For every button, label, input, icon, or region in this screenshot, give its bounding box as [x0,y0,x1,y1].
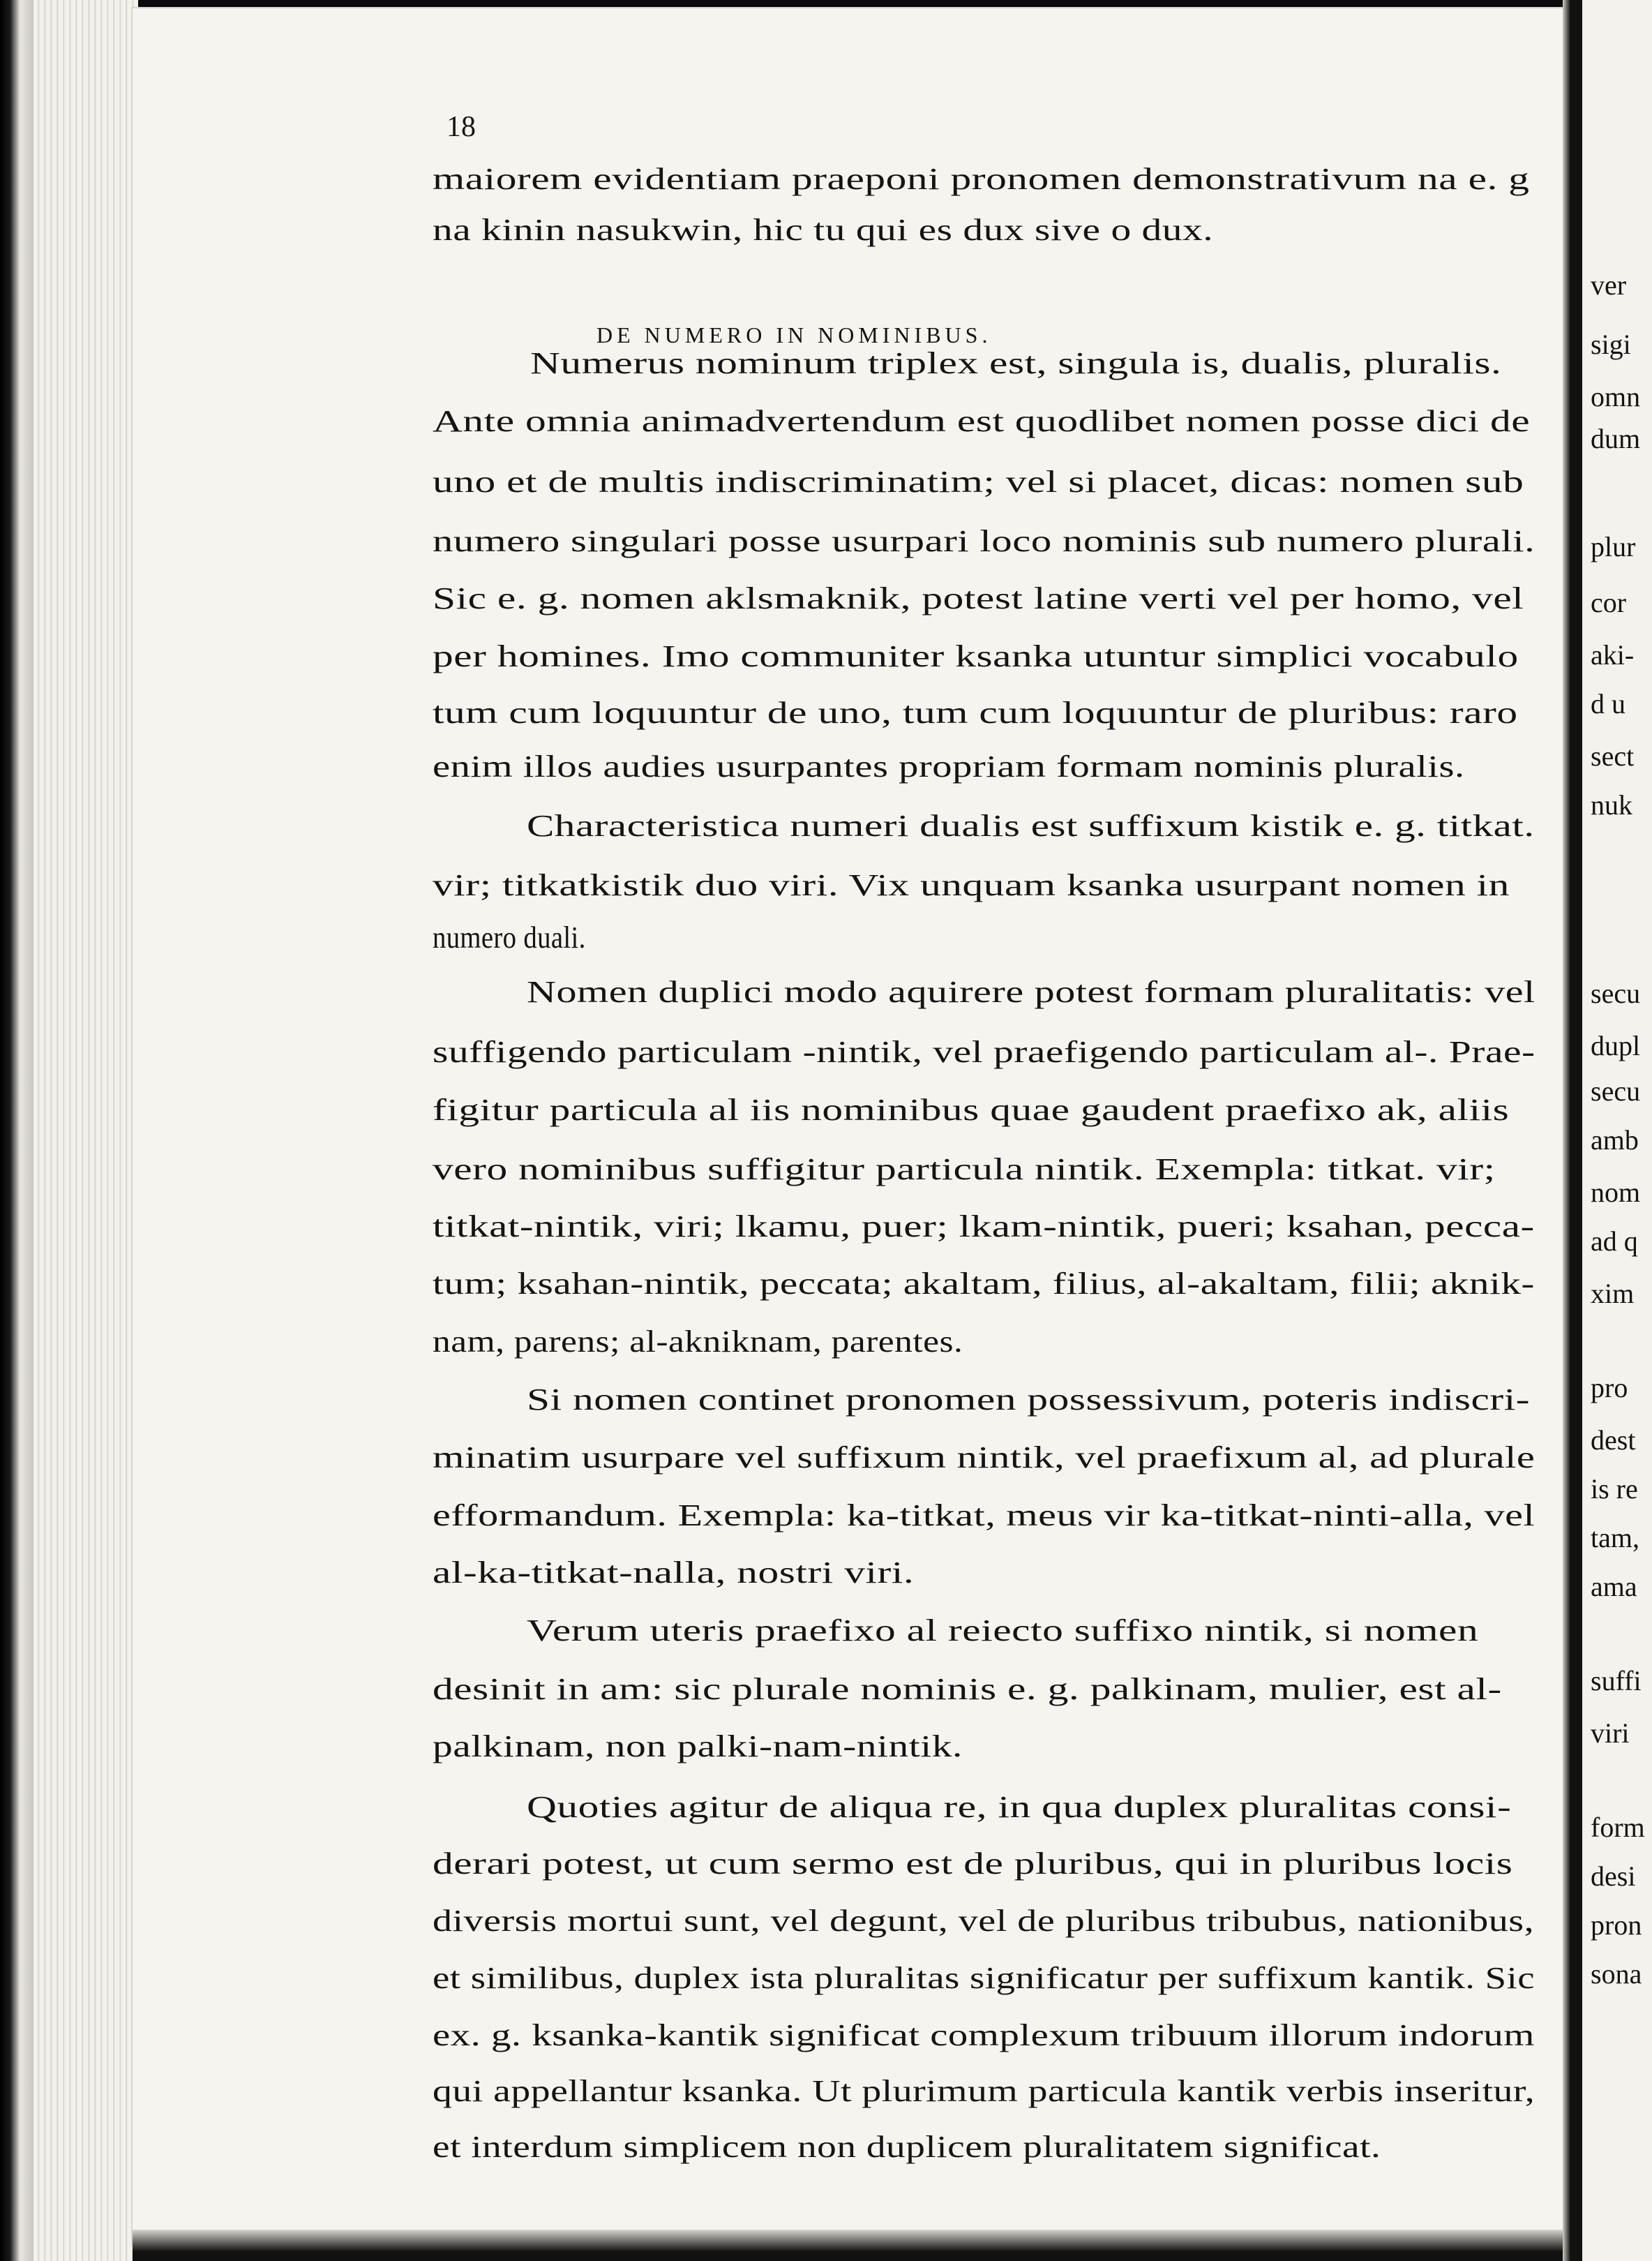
next-page-fragment: plur [1591,531,1636,562]
text-line: numero duali. [433,920,586,955]
next-page-fragment: dupl [1591,1030,1641,1061]
text-line: desinit in am: sic plurale nominis e. g. palkinam, mulier, est al- [433,1672,1502,1706]
book-gutter [1563,0,1582,2261]
text-line: Si nomen continet pronomen possessivum, poteris indiscri- [527,1382,1531,1417]
text-line: et similibus, duplex ista pluralitas significatur per suffixum kantik. Sic [433,1961,1535,1995]
text-line: uno et de multis indiscriminatim; vel si placet, dicas: nomen sub [433,465,1524,499]
text-line: Characteristica numeri dualis est suffixum kistik e. g. titkat. [527,809,1535,843]
next-page-fragment: omn [1591,381,1641,412]
next-page-fragment: viri [1591,1717,1630,1749]
next-page-edge [1582,0,1652,2261]
text-line: numero singulari posse usurpari loco nominis sub numero plurali. [433,524,1535,558]
page-stack-edges [33,0,138,2261]
next-page-fragment: dum [1591,423,1641,454]
next-page-fragment: sigi [1591,329,1631,360]
text-line: Verum uteris praefixo al reiecto suffixo nintik, si nomen [527,1613,1479,1648]
text-line: suffigendo particulam -nintik, vel praefigendo particulam al-. Prae- [433,1035,1535,1069]
next-page-fragment: nuk [1591,789,1632,821]
text-line: figitur particula al iis nominibus quae gaudent praefixo ak, aliis [433,1093,1510,1127]
text-line: nam, parens; al-akniknam, parentes. [433,1324,963,1359]
text-line: enim illos audies usurpantes propriam formam nominis pluralis. [433,749,1465,784]
text-line: Nomen duplici modo aquirere potest formam pluralitatis: vel [527,975,1535,1009]
text-line: efformandum. Exempla: ka-titkat, meus vir ka-titkat-ninti-alla, vel [433,1498,1535,1532]
text-line: diversis mortui sunt, vel degunt, vel de pluribus tribubus, nationibus, [433,1904,1535,1938]
next-page-fragment: nom [1591,1177,1641,1208]
next-page-fragment: xim [1591,1278,1635,1309]
next-page-fragment: ad q [1591,1225,1638,1257]
text-line: vero nominibus suffigitur particula nintik. Exempla: titkat. vir; [433,1152,1496,1186]
section-heading: DE NUMERO IN NOMINIBUS. [596,322,992,348]
text-line: al-ka-titkat-nalla, nostri viri. [433,1555,915,1590]
next-page-fragment: secu [1591,978,1641,1009]
text-line: Sic e. g. nomen aklsmaknik, potest latine verti vel per homo, vel [433,581,1524,615]
text-line: per homines. Imo communiter ksanka utuntur simplici vocabulo [433,639,1519,673]
text-line: Ante omnia animadvertendum est quodlibet nomen posse dici de [433,404,1531,438]
next-page-fragment: form [1591,1812,1645,1843]
text-line: et interdum simplicem non duplicem pluralitatem significat. [433,2130,1381,2164]
next-page-fragment: dest [1591,1424,1636,1456]
next-page-fragment: cor [1591,587,1627,618]
next-page-fragment: is re [1591,1473,1638,1505]
text-line: na kinin nasukwin, hic tu qui es dux sive o dux. [433,213,1214,247]
page-bottom-shadow [133,2230,1563,2261]
next-page-fragment: ver [1591,269,1627,301]
binding-edge [0,0,33,2261]
text-line: Numerus nominum triplex est, singula is, dualis, pluralis. [530,346,1502,380]
next-page-fragment: ama [1591,1571,1637,1602]
text-line: palkinam, non palki-nam-nintik. [433,1729,963,1763]
text-line: titkat-nintik, viri; lkamu, puer; lkam-nintik, pueri; ksahan, pecca- [433,1209,1535,1244]
next-page-fragment: pron [1591,1909,1642,1941]
next-page-fragment: secu [1591,1075,1641,1107]
next-page-fragment: pro [1591,1372,1628,1403]
next-page-fragment: tam, [1591,1522,1639,1553]
next-page-fragment: desi [1591,1860,1636,1892]
next-page-fragment: d u [1591,688,1625,719]
next-page-fragment: suffi [1591,1665,1642,1696]
page-number: 18 [446,111,476,143]
text-line: qui appellantur ksanka. Ut plurimum particula kantik verbis inseritur, [433,2074,1535,2108]
text-line: tum cum loquuntur de uno, tum cum loquuntur de pluribus: raro [433,696,1518,730]
text-line: ex. g. ksanka-kantik significat complexum tribuum illorum indorum [433,2018,1535,2052]
text-line: minatim usurpare vel suffixum nintik, vel praefixum al, ad plurale [433,1440,1535,1475]
next-page-fragment: sect [1591,740,1635,772]
text-line: Quoties agitur de aliqua re, in qua duplex pluralitas consi- [527,1790,1512,1824]
text-line: vir; titkatkistik duo viri. Vix unquam ksanka usurpant nomen in [433,868,1510,902]
text-line: maiorem evidentiam praeponi pronomen demonstrativum na e. g [433,162,1530,196]
next-page-fragment: amb [1591,1124,1639,1156]
next-page-fragment: aki- [1591,639,1635,671]
next-page-fragment: sona [1591,1958,1642,1990]
text-line: derari potest, ut cum sermo est de pluribus, qui in pluribus locis [433,1846,1513,1881]
text-line: tum; ksahan-nintik, peccata; akaltam, filius, al-akaltam, filii; aknik- [433,1267,1535,1301]
